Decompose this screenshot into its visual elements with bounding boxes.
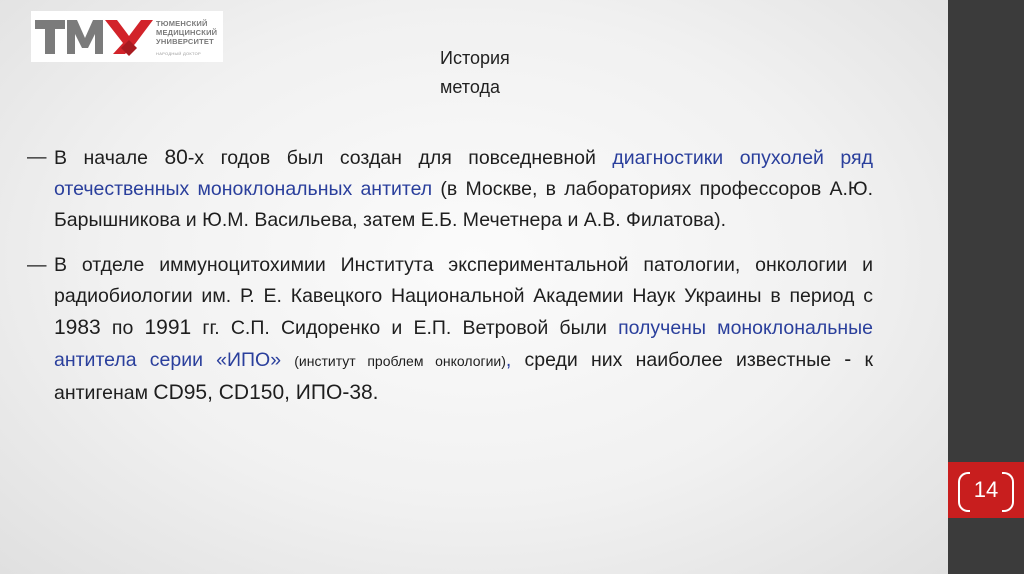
page-number-badge (948, 462, 1024, 518)
dash-bullet: — (27, 146, 47, 168)
slide-title: История метода (440, 48, 510, 97)
tmu-logo-icon (33, 14, 153, 60)
logo-university-name: ТЮМЕНСКИЙ МЕДИЦИНСКИЙ УНИВЕРСИТЕТ (156, 19, 218, 46)
highlight-text: получены моноклональные антитела серии «ИПО» (54, 317, 873, 371)
right-bracket-icon (1002, 472, 1014, 512)
page-number: 14 (973, 477, 999, 502)
dash-bullet: — (27, 254, 47, 276)
logo-tagline: НАРОДНЫЙ ДОКТОР (156, 51, 201, 56)
paragraph-1: — В начале 80-х годов был создан для повседневной диагностики опухолей ряд отечественных моноклональных антител (в Москве, в лабораториях профессоров А.Ю. Барышникова и Ю.М. Васильева, затем Е.Б. Мечетнера и А.В. Филатова). (27, 142, 873, 236)
university-logo (31, 11, 223, 62)
paragraph-2: — В отделе иммуноцитохимии Института экспериментальной патологии, онкологии и радиобиологии им. Р. Е. Кавецкого Национальной Академии Наук Украины в период с 1983 по 1991 гг. С.П. Сидоренко и Е.П. Ветровой были получены моноклональные антитела серии «ИПО» (институт проблем онкологии), среди них наиболее известные - к антигенам CD95, CD150, ИПО-38. (27, 250, 873, 409)
slide-content (27, 142, 873, 409)
highlight-text: диагностики опухолей ряд отечественных моноклональных антител (54, 147, 873, 200)
